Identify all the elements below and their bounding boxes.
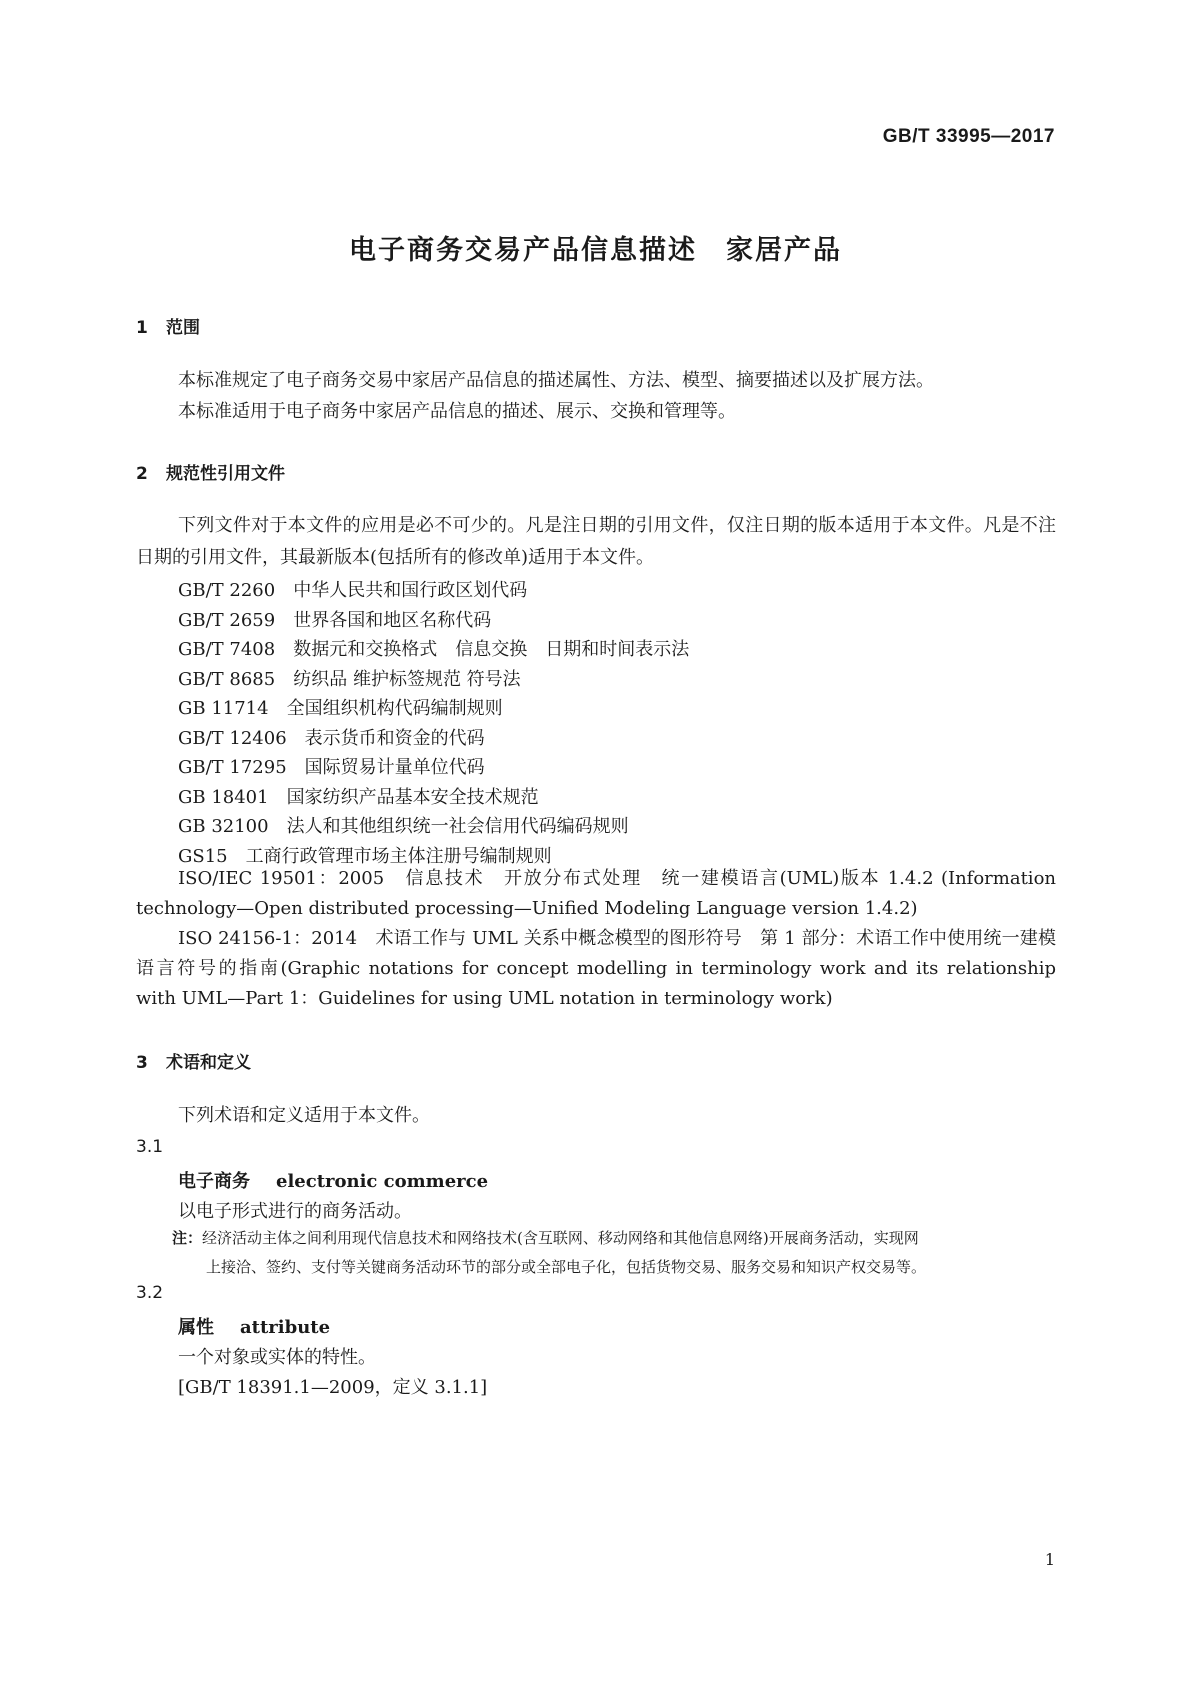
note-label: 注： [172, 1229, 203, 1247]
section-2-intro: 下列文件对于本文件的应用是必不可少的。凡是注日期的引用文件，仅注日期的版本适用于本文件。凡是不注日期的引用文件，其最新版本(包括所有的修改单)适用于本文件。 [136, 515, 1056, 568]
section-title: 规范性引用文件 [166, 464, 285, 484]
term-heading: 属性 attribute [178, 1317, 331, 1338]
reference-item: GB/T 2659 世界各国和地区名称代码 [178, 610, 492, 631]
section-title: 范围 [166, 318, 200, 338]
reference-iso-19501: ISO/IEC 19501：2005 信息技术 开放分布式处理 统一建模语言(UML)版本 1.4.2 (Information technology—Open distributed processing—Unified Modeling Language version 1.4.2) [136, 868, 1056, 919]
term-definition: 以电子形式进行的商务活动。 [178, 1201, 412, 1222]
reference-item: GS15 工商行政管理市场主体注册号编制规则 [178, 846, 552, 867]
section-1-paragraph-2: 本标准适用于电子商务中家居产品信息的描述、展示、交换和管理等。 [178, 401, 736, 422]
term-source: [GB/T 18391.1—2009，定义 3.1.1] [178, 1377, 488, 1398]
section-1-heading [136, 313, 200, 338]
section-1-paragraph-1: 本标准规定了电子商务交易中家居产品信息的描述属性、方法、模型、摘要描述以及扩展方法。 [178, 370, 934, 391]
term-note: 注：经济活动主体之间利用现代信息技术和网络技术(含互联网、移动网络和其他信息网络)开展商务活动，实现网 [172, 1229, 919, 1247]
section-3-intro: 下列术语和定义适用于本文件。 [178, 1105, 430, 1126]
term-number: 3.1 [136, 1137, 164, 1157]
term-definition: 一个对象或实体的特性。 [178, 1347, 376, 1368]
section-3-heading [136, 1048, 251, 1073]
term-number: 3.2 [136, 1283, 164, 1303]
section-2-heading [136, 459, 285, 484]
section-number: 1 [136, 318, 148, 338]
term-heading: 电子商务 electronic commerce [178, 1171, 489, 1192]
page-number: 1 [1044, 1550, 1055, 1569]
reference-item: GB 32100 法人和其他组织统一社会信用代码编码规则 [178, 816, 629, 837]
section-title: 术语和定义 [166, 1053, 251, 1073]
term-note-continuation: 上接洽、签约、支付等关键商务活动环节的部分或全部电子化，包括货物交易、服务交易和知识产权交易等。 [206, 1258, 927, 1276]
standard-number: GB/T 33995—2017 [882, 126, 1055, 147]
reference-item: GB 18401 国家纺织产品基本安全技术规范 [178, 787, 539, 808]
page-title: 电子商务交易产品信息描述 家居产品 [349, 235, 842, 266]
section-number: 2 [136, 464, 148, 484]
reference-item: GB/T 12406 表示货币和资金的代码 [178, 728, 485, 749]
reference-item: GB/T 8685 纺织品 维护标签规范 符号法 [178, 669, 521, 690]
reference-item: GB/T 2260 中华人民共和国行政区划代码 [178, 580, 528, 601]
reference-item: GB/T 17295 国际贸易计量单位代码 [178, 757, 485, 778]
reference-iso-24156: ISO 24156-1：2014 术语工作与 UML 关系中概念模型的图形符号 第 1 部分：术语工作中使用统一建模语言符号的指南(Graphic notations for concept modelling in terminology work and its relationship with UML—Part 1：Guidelines for using UML notation in terminology work) [136, 928, 1056, 1009]
section-number: 3 [136, 1053, 148, 1073]
reference-item: GB 11714 全国组织机构代码编制规则 [178, 698, 503, 719]
reference-item: GB/T 7408 数据元和交换格式 信息交换 日期和时间表示法 [178, 639, 690, 660]
